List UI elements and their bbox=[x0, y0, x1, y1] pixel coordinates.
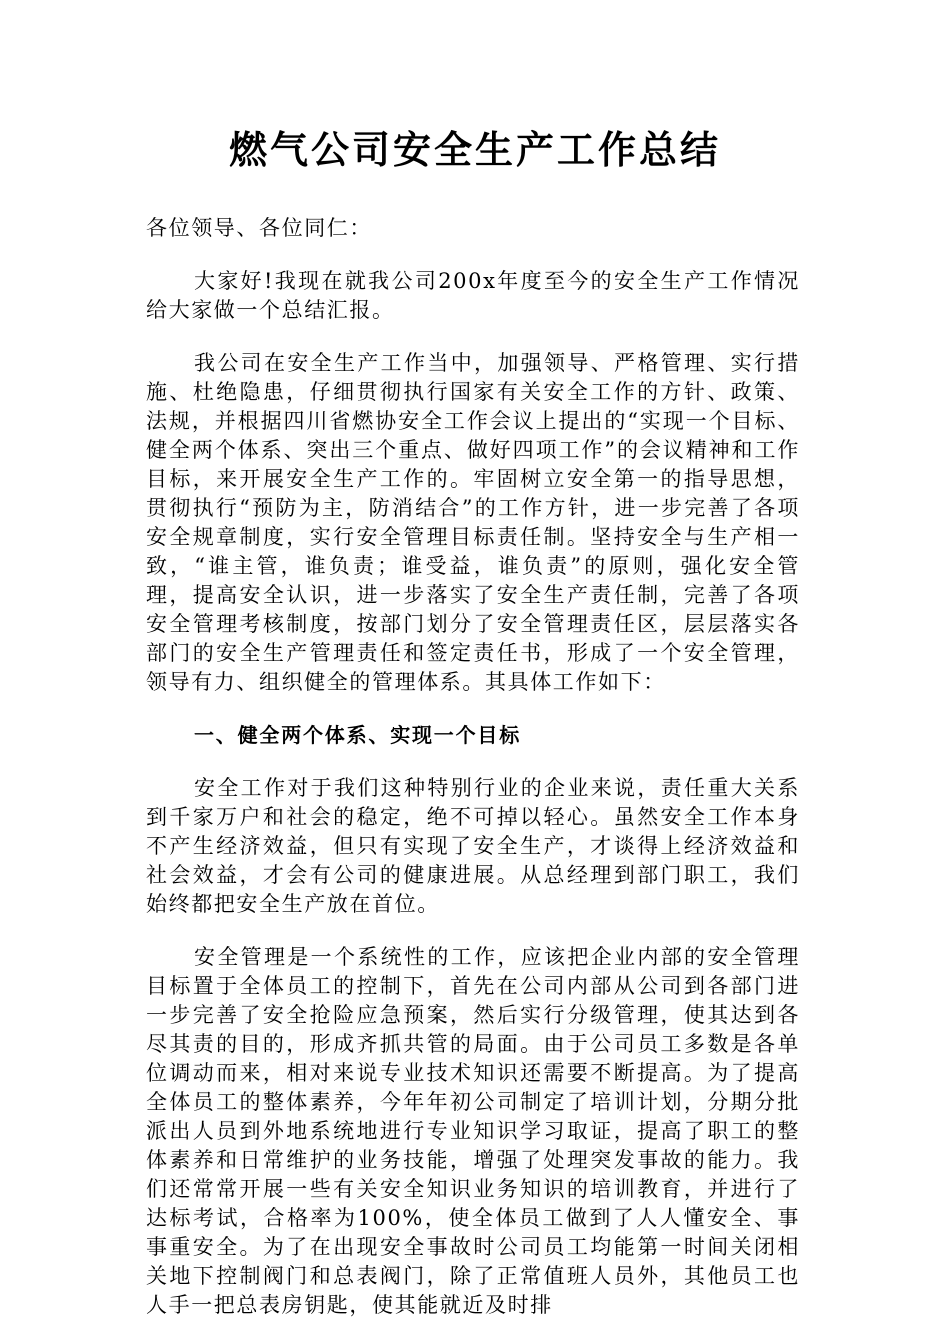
paragraph-safety-priority: 安全工作对于我们这种特别行业的企业来说，责任重大关系到千家万户和社会的稳定，绝不可掉以轻心。虽然安全工作本身不产生经济效益，但只有实现了安全生产，才谈得上经济效益和社会效益，才会有公司的健康进展。从总经理到部门职工，我们始终都把安全生产放在首位。 bbox=[146, 776, 800, 916]
paragraph-greeting: 大家好!我现在就我公司200x年度至今的安全生产工作情况给大家做一个总结汇报。 bbox=[146, 269, 800, 322]
document-title: 燃气公司安全生产工作总结 bbox=[228, 128, 721, 172]
document-body bbox=[146, 214, 800, 1344]
paragraph-overview: 我公司在安全生产工作当中，加强领导、严格管理、实行措施、杜绝隐患，仔细贯彻执行国家有关安全工作的方针、政策、法规，并根据四川省燃协安全工作会议上提出的“实现一个目标、健全两个体系、突出三个重点、做好四项工作”的会议精神和工作目标，来开展安全生产工作的。牢固树立安全第一的指导思想，贯彻执行“预防为主，防消结合”的工作方针，进一步完善了各项安全规章制度，实行安全管理目标责任制。坚持安全与生产相一致，“谁主管，谁负责；谁受益，谁负责”的原则，强化安全管理，提高安全认识，进一步落实了安全生产责任制，完善了各项安全管理考核制度，按部门划分了安全管理责任区，层层落实各部门的安全生产管理责任和签定责任书，形成了一个安全管理，领导有力、组织健全的管理体系。其具体工作如下： bbox=[146, 351, 800, 694]
section-heading: 一、健全两个体系、实现一个目标 bbox=[194, 723, 521, 747]
paragraph-safety-management: 安全管理是一个系统性的工作，应该把企业内部的安全管理目标置于全体员工的控制下，首先在公司内部从公司到各部门进一步完善了安全抢险应急预案，然后实行分级管理，使其达到各尽其责的目的，形成齐抓共管的局面。由于公司员工多数是各单位调动而来，相对来说专业技术知识还需要不断提高。为了提高全体员工的整体素养，今年年初公司制定了培训计划，分期分批派出人员到外地系统地进行专业知识学习取证，提高了职工的整体素养和日常维护的业务技能，增强了处理突发事故的能力。我们还常常开展一些有关安全知识业务知识的培训教育，并进行了达标考试，合格率为100%，使全体员工做到了人人懂安全、事事重安全。为了在出现安全事故时公司员工均能第一时间关闭相关地下控制阀门和总表阀门，除了正常值班人员外，其他员工也人手一把总表房钥匙，使其能就近及时排 bbox=[146, 945, 800, 1317]
salutation: 各位领导、各位同仁： bbox=[146, 216, 372, 240]
